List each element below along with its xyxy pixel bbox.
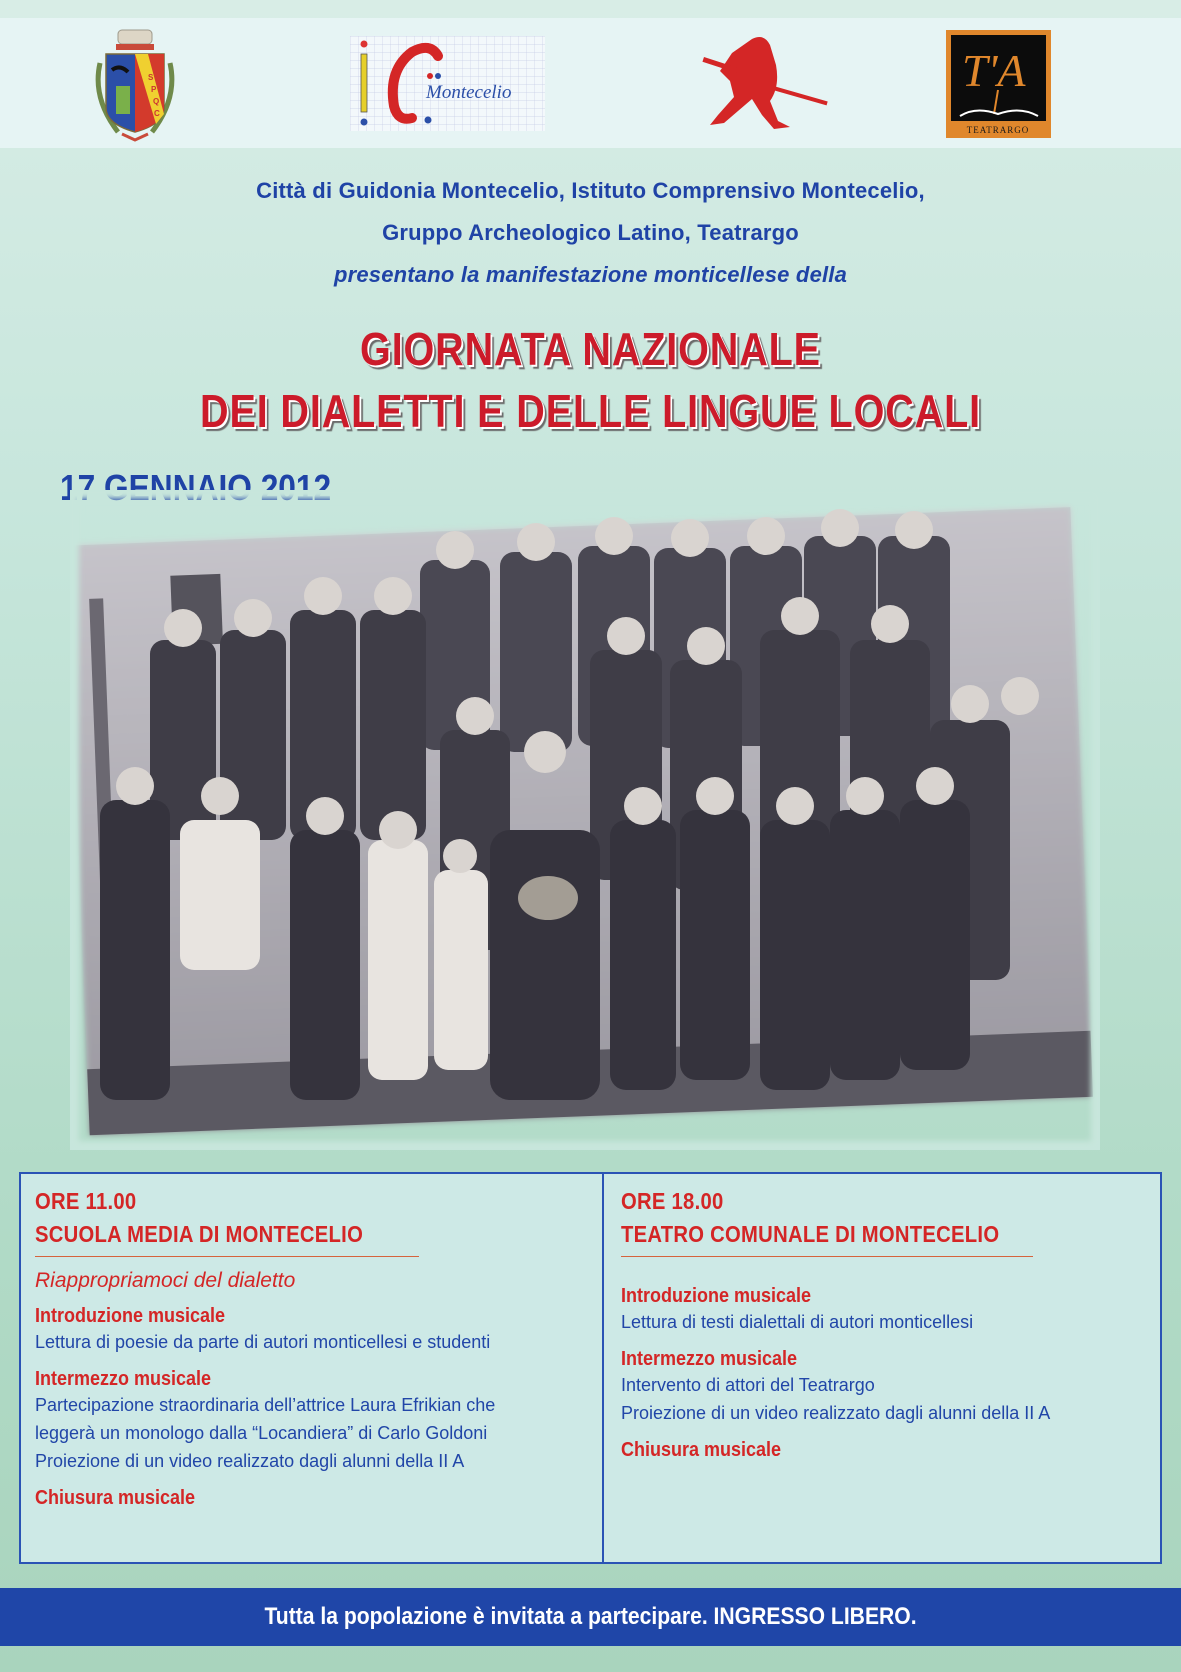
event-time: ORE 18.00 xyxy=(621,1188,724,1214)
svg-text:T'A: T'A xyxy=(962,45,1026,96)
section-heading: Chiusura musicale xyxy=(35,1487,196,1509)
class-photo-image xyxy=(70,490,1100,1150)
section-line: Partecipazione straordinaria dell’attrice Laura Efrikian che xyxy=(35,1395,496,1415)
section-heading: Introduzione musicale xyxy=(35,1305,226,1327)
divider xyxy=(621,1256,1033,1257)
footer-invitation-text: Tutta la popolazione è invitata a partecipare. INGRESSO LIBERO. xyxy=(264,1603,917,1630)
presenters-line-1: Città di Guidonia Montecelio, Istituto Comprensivo Montecelio, xyxy=(256,178,925,203)
svg-text:P: P xyxy=(151,85,157,94)
warrior-silhouette-icon xyxy=(690,35,840,135)
events-box xyxy=(19,1172,1162,1564)
coat-of-arms-icon xyxy=(90,28,180,146)
section-line: Proiezione di un video realizzato dagli alunni della II A xyxy=(621,1403,1051,1423)
section-line: Intervento di attori del Teatrargo xyxy=(621,1375,875,1395)
section-line: Proiezione di un video realizzato dagli alunni della II A xyxy=(35,1451,465,1471)
section-heading: Intermezzo musicale xyxy=(35,1368,212,1390)
event-date: 17 GENNAIO 2012 xyxy=(60,467,332,508)
coat-of-arms-logo xyxy=(90,28,180,146)
morning-event xyxy=(35,1174,595,1510)
teatrargo-logo xyxy=(946,30,1051,138)
column-divider xyxy=(602,1174,604,1562)
ic-montecelio-icon xyxy=(350,36,545,131)
footer-invitation-band xyxy=(0,1588,1181,1646)
presenters-line-2: Gruppo Archeologico Latino, Teatrargo xyxy=(382,220,799,245)
svg-text:C: C xyxy=(154,109,160,118)
section-heading: Intermezzo musicale xyxy=(621,1348,798,1370)
section-line: Lettura di testi dialettali di autori monticellesi xyxy=(621,1312,974,1332)
section-heading: Chiusura musicale xyxy=(621,1439,782,1461)
section-heading: Introduzione musicale xyxy=(621,1285,812,1307)
warrior-logo xyxy=(690,35,840,135)
event-time: ORE 11.00 xyxy=(35,1188,137,1214)
divider xyxy=(35,1256,419,1257)
svg-text:S: S xyxy=(148,73,154,82)
svg-text:TEATRARGO: TEATRARGO xyxy=(966,125,1030,135)
historic-class-photo xyxy=(70,490,1100,1150)
svg-text:Q: Q xyxy=(153,97,160,106)
event-title-line-2: DEI DIALETTI E DELLE LINGUE LOCALI xyxy=(200,385,981,437)
section-line: Lettura di poesie da parte di autori monticellesi e studenti xyxy=(35,1332,491,1352)
evening-event xyxy=(621,1174,1161,1462)
event-title-line-1: GIORNATA NAZIONALE xyxy=(360,323,821,375)
event-place: TEATRO COMUNALE DI MONTECELIO xyxy=(621,1221,1000,1247)
ic-montecelio-logo xyxy=(350,36,545,131)
svg-text:Montecelio: Montecelio xyxy=(426,82,512,103)
event-place: SCUOLA MEDIA DI MONTECELIO xyxy=(35,1221,364,1247)
section-line: leggerà un monologo dalla “Locandiera” di Carlo Goldoni xyxy=(35,1423,488,1443)
presenters-line-3: presentano la manifestazione monticellese della xyxy=(333,262,848,287)
event-subtitle: Riappropriamoci del dialetto xyxy=(35,1269,296,1292)
teatrargo-icon xyxy=(946,30,1051,138)
